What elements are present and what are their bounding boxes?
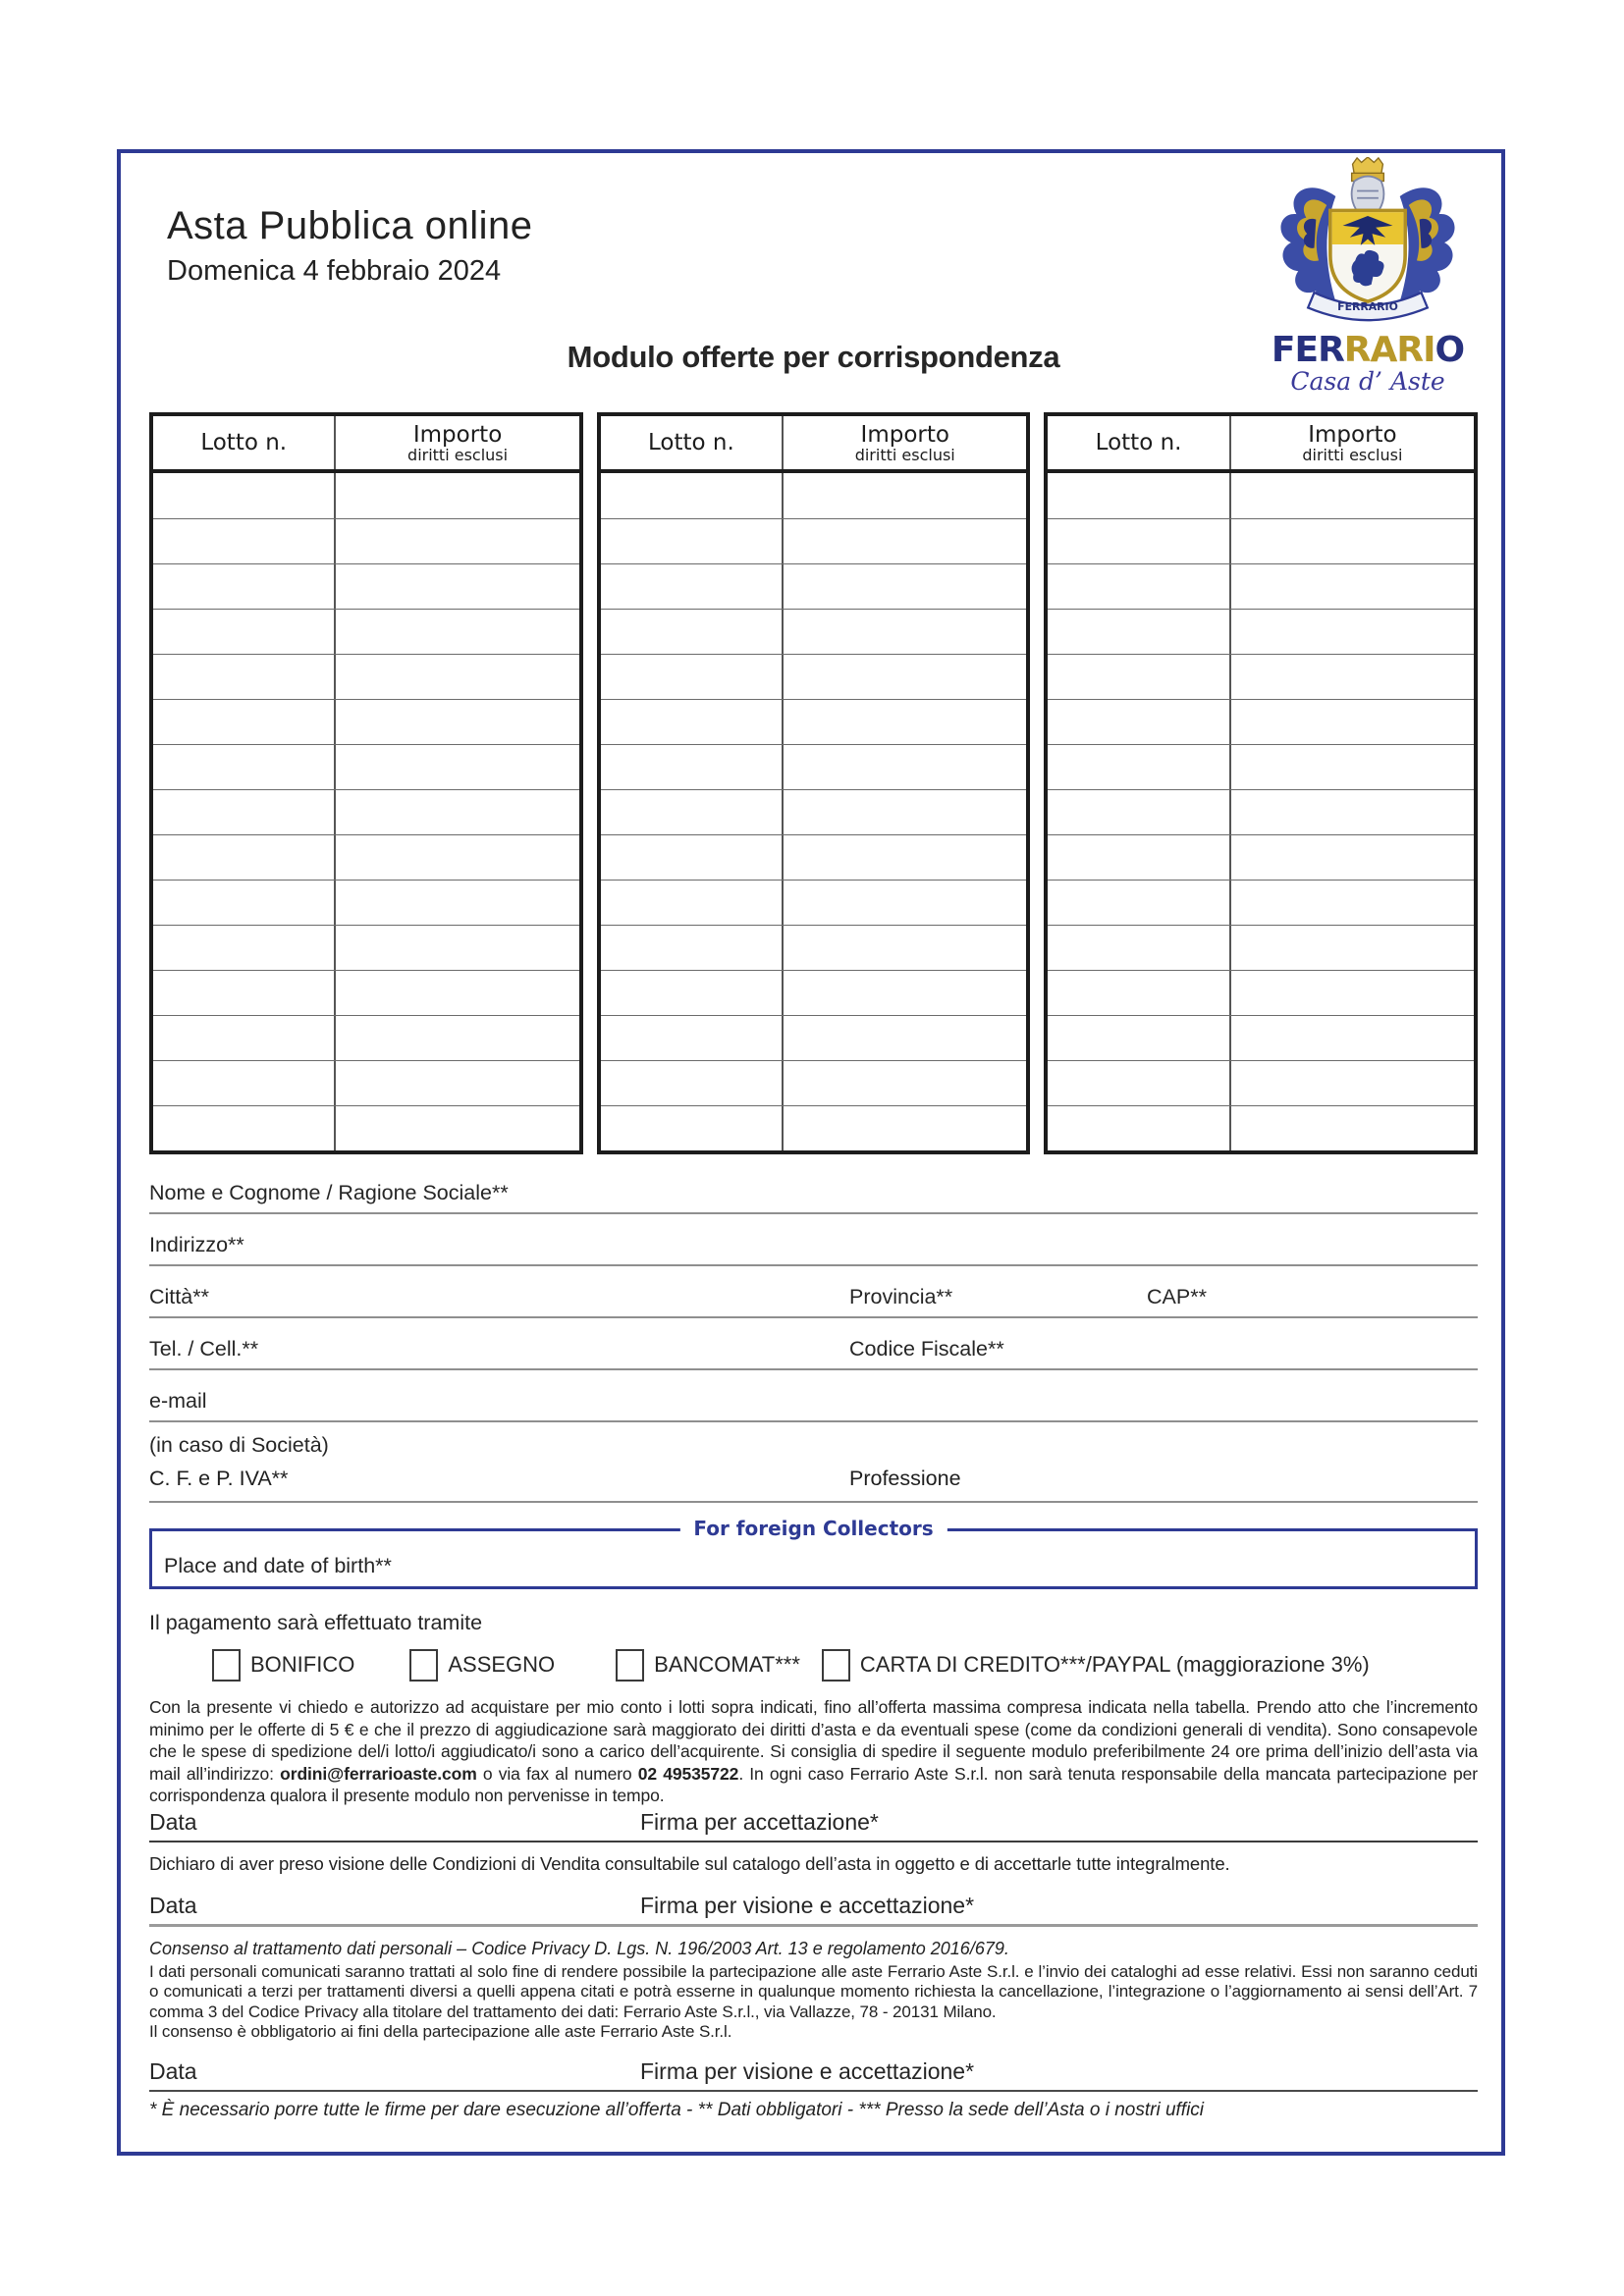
payment-option xyxy=(409,1649,555,1682)
bid-table-row xyxy=(601,789,1027,834)
payment-option xyxy=(212,1649,354,1682)
amount-cell[interactable] xyxy=(1231,700,1474,744)
lot-number-cell[interactable] xyxy=(1048,564,1230,609)
lot-number-cell[interactable] xyxy=(601,1061,784,1105)
lot-number-cell[interactable] xyxy=(601,473,784,518)
column-header-lotto: Lotto n. xyxy=(601,416,784,469)
lot-number-cell[interactable] xyxy=(1048,473,1230,518)
logo-tagline: Casa d’ Aste xyxy=(1290,367,1445,396)
amount-cell[interactable] xyxy=(784,655,1026,699)
bid-table-row xyxy=(153,1015,579,1060)
payment-option-label: CARTA DI CREDITO***/PAYPAL (maggiorazione 3%) xyxy=(859,1652,1370,1677)
bid-table-row xyxy=(153,1060,579,1105)
date-label: Data xyxy=(149,2057,197,2084)
privacy-title: Consenso al trattamento dati personali – Codice Privacy D. Lgs. N. 196/2003 Art. 13 e regolamento 2016/679. xyxy=(149,1938,1009,1958)
city-province-zip-field[interactable] xyxy=(149,1266,1478,1318)
lot-number-cell[interactable] xyxy=(1048,1061,1230,1105)
bid-table xyxy=(1044,412,1478,1154)
lot-number-cell[interactable] xyxy=(1048,835,1230,880)
amount-cell[interactable] xyxy=(336,700,578,744)
bid-table xyxy=(597,412,1031,1154)
bid-table-row xyxy=(601,563,1027,609)
fax-number: 02 49535722 xyxy=(637,1763,739,1784)
lot-number-cell[interactable] xyxy=(1048,700,1230,744)
bid-table-header xyxy=(1048,416,1474,473)
amount-cell[interactable] xyxy=(336,1106,578,1150)
amount-cell[interactable] xyxy=(784,881,1026,925)
lot-number-cell[interactable] xyxy=(1048,655,1230,699)
privacy-body: I dati personali comunicati saranno trattati al solo fine di rendere possibile la partecipazione alle aste Ferrario Aste S.r.l. e l’invio dei cataloghi ad esse relativi. Essi non saranno ceduti o comunicati a terzi per trattamenti diversi a quelli appena citati e potrà esserne in qualunque momento richiesta la cancellazione, l’integrazione o l’aggiornamento ai sensi dell’Art. 7 comma 3 del Codice Privacy alla titolare del trattamento dei dati: Ferrario Aste S.r.l., via Vallazze, 78 - 20131 Milano. xyxy=(149,1961,1478,2021)
lot-number-cell[interactable] xyxy=(601,745,784,789)
bid-table-row xyxy=(601,925,1027,970)
payment-options-row xyxy=(149,1647,1478,1682)
column-header-importo: Importo diritti esclusi xyxy=(1302,421,1403,464)
lot-number-cell[interactable] xyxy=(601,519,784,563)
column-header-lotto: Lotto n. xyxy=(153,416,336,469)
amount-cell[interactable] xyxy=(1231,971,1474,1015)
amount-cell[interactable] xyxy=(1231,519,1474,563)
phone-fiscalcode-field[interactable] xyxy=(149,1318,1478,1370)
amount-cell[interactable] xyxy=(1231,835,1474,880)
bid-table-row xyxy=(153,834,579,880)
bid-table-row xyxy=(153,609,579,654)
lot-number-cell[interactable] xyxy=(1048,971,1230,1015)
bid-table-header xyxy=(601,416,1027,473)
foreign-collectors-legend: For foreign Collectors xyxy=(679,1517,947,1540)
bid-tables xyxy=(149,412,1478,1154)
amount-cell[interactable] xyxy=(1231,745,1474,789)
lot-number-cell[interactable] xyxy=(1048,519,1230,563)
amount-cell[interactable] xyxy=(784,745,1026,789)
bid-table-row xyxy=(153,699,579,744)
lot-number-cell[interactable] xyxy=(1048,790,1230,834)
footnote: * È necessario porre tutte le firme per dare esecuzione all’offerta - ** Dati obbligatori - *** Presso la sede dell’Asta o i nostri uffici xyxy=(149,2099,1205,2120)
amount-cell[interactable] xyxy=(1231,790,1474,834)
lot-number-cell[interactable] xyxy=(601,926,784,970)
bid-table-row xyxy=(1048,1060,1474,1105)
bid-table-row xyxy=(153,473,579,518)
lot-number-cell[interactable] xyxy=(601,610,784,654)
amount-cell[interactable] xyxy=(1231,1016,1474,1060)
bid-table-row xyxy=(601,1015,1027,1060)
bid-table-row xyxy=(1048,834,1474,880)
lot-number-cell[interactable] xyxy=(153,790,336,834)
bid-table-row xyxy=(1048,744,1474,789)
payment-intro: Il pagamento sarà effettuato tramite xyxy=(149,1611,483,1634)
crest-banner-text: FERRARIO xyxy=(1337,300,1398,314)
amount-cell[interactable] xyxy=(336,835,578,880)
privacy-section xyxy=(149,1937,1478,2043)
signature-label: Firma per visione e accettazione* xyxy=(640,1892,975,1918)
bid-table-row xyxy=(153,1105,579,1150)
bid-table-row xyxy=(1048,1105,1474,1150)
company-note: (in caso di Società) xyxy=(149,1433,329,1457)
column-header-lotto: Lotto n. xyxy=(1048,416,1230,469)
lot-number-cell[interactable] xyxy=(601,790,784,834)
lot-number-cell[interactable] xyxy=(601,1106,784,1150)
email-field-label: e-mail xyxy=(149,1389,207,1413)
lot-number-cell[interactable] xyxy=(601,835,784,880)
vat-field-label: C. F. e P. IVA** xyxy=(149,1467,289,1490)
lot-number-cell[interactable] xyxy=(153,971,336,1015)
auction-date: Domenica 4 febbraio 2024 xyxy=(167,255,502,287)
lot-number-cell[interactable] xyxy=(153,610,336,654)
bid-table-body xyxy=(1048,473,1474,1150)
vat-profession-field[interactable] xyxy=(149,1458,1478,1503)
payment-option xyxy=(822,1649,1370,1682)
bid-table-row xyxy=(1048,789,1474,834)
order-email: ordini@ferrarioaste.com xyxy=(280,1763,477,1784)
lot-number-cell[interactable] xyxy=(153,564,336,609)
bid-table-row xyxy=(153,970,579,1015)
bid-table-row xyxy=(1048,699,1474,744)
signature-row-acceptance[interactable] xyxy=(149,1809,1478,1842)
conditions-declaration: Dichiaro di aver preso visione delle Condizioni di Vendita consultabile sul catalogo dell’asta in oggetto e di accettarle tutte integralmente. xyxy=(149,1852,1230,1874)
bid-table-row xyxy=(1048,654,1474,699)
payment-option xyxy=(616,1649,800,1682)
bid-table-row xyxy=(601,609,1027,654)
lot-number-cell[interactable] xyxy=(1048,1106,1230,1150)
bid-table-row xyxy=(153,654,579,699)
bid-table-row xyxy=(601,518,1027,563)
amount-cell[interactable] xyxy=(336,473,578,518)
bid-table-row xyxy=(1048,880,1474,925)
amount-cell[interactable] xyxy=(784,564,1026,609)
bid-table-row xyxy=(153,925,579,970)
amount-cell[interactable] xyxy=(1231,926,1474,970)
bid-table-row xyxy=(601,970,1027,1015)
lot-number-cell[interactable] xyxy=(1048,881,1230,925)
bid-table-row xyxy=(601,880,1027,925)
bid-table-row xyxy=(601,654,1027,699)
bid-table-row xyxy=(1048,473,1474,518)
amount-cell[interactable] xyxy=(1231,655,1474,699)
amount-cell[interactable] xyxy=(784,519,1026,563)
amount-cell[interactable] xyxy=(336,971,578,1015)
lot-number-cell[interactable] xyxy=(601,881,784,925)
page-title: Asta Pubblica online xyxy=(167,204,533,247)
form-sheet xyxy=(117,149,1505,2156)
amount-cell[interactable] xyxy=(784,971,1026,1015)
bid-table-row xyxy=(1048,1015,1474,1060)
ferrario-wordmark: FERRARIO xyxy=(1271,330,1465,370)
bid-table-row xyxy=(601,1105,1027,1150)
amount-cell[interactable] xyxy=(336,564,578,609)
amount-cell[interactable] xyxy=(784,790,1026,834)
bid-table-row xyxy=(601,834,1027,880)
lot-number-cell[interactable] xyxy=(601,655,784,699)
amount-cell[interactable] xyxy=(784,835,1026,880)
bid-table-row xyxy=(1048,563,1474,609)
checkbox-icon[interactable] xyxy=(822,1649,850,1682)
checkbox-icon[interactable] xyxy=(212,1649,241,1682)
payment-option-label: BONIFICO xyxy=(250,1652,355,1677)
amount-cell[interactable] xyxy=(784,1061,1026,1105)
amount-cell[interactable] xyxy=(336,745,578,789)
amount-cell[interactable] xyxy=(784,1016,1026,1060)
amount-cell[interactable] xyxy=(336,926,578,970)
lot-number-cell[interactable] xyxy=(153,655,336,699)
name-field-label: Nome e Cognome / Ragione Sociale** xyxy=(149,1181,509,1204)
amount-cell[interactable] xyxy=(1231,1106,1474,1150)
amount-cell[interactable] xyxy=(784,610,1026,654)
bid-table-row xyxy=(1048,925,1474,970)
lot-number-cell[interactable] xyxy=(1048,745,1230,789)
lot-number-cell[interactable] xyxy=(1048,610,1230,654)
lot-number-cell[interactable] xyxy=(153,745,336,789)
lot-number-cell[interactable] xyxy=(601,1016,784,1060)
amount-cell[interactable] xyxy=(336,790,578,834)
amount-cell[interactable] xyxy=(784,473,1026,518)
bid-table-row xyxy=(601,1060,1027,1105)
bid-table-body xyxy=(601,473,1027,1150)
lot-number-cell[interactable] xyxy=(601,971,784,1015)
address-field[interactable] xyxy=(149,1214,1478,1266)
lot-number-cell[interactable] xyxy=(1048,1016,1230,1060)
fiscal-code-field-label: Codice Fiscale** xyxy=(849,1337,1004,1361)
bid-table-row xyxy=(153,880,579,925)
zip-field-label: CAP** xyxy=(1147,1285,1207,1308)
bid-table xyxy=(149,412,583,1154)
amount-cell[interactable] xyxy=(336,1016,578,1060)
ferrario-logo xyxy=(1262,157,1474,397)
bid-table-body xyxy=(153,473,579,1150)
lot-number-cell[interactable] xyxy=(153,1061,336,1105)
name-field[interactable] xyxy=(149,1162,1478,1214)
lot-number-cell[interactable] xyxy=(1048,926,1230,970)
amount-cell[interactable] xyxy=(1231,564,1474,609)
lot-number-cell[interactable] xyxy=(601,700,784,744)
bid-table-row xyxy=(1048,609,1474,654)
lot-number-cell[interactable] xyxy=(153,700,336,744)
legal-paragraph: Con la presente vi chiedo e autorizzo ad acquistare per mio conto i lotti sopra indicati, fino all’offerta massima compresa indicata nella tabella. Prendo atto che l’incremento minimo per le offerte di 5 € e che il prezzo di aggiudicazione sarà maggiorato dei diritti d’asta e da eventuali spese (come da condizioni generali di vendita). Sono consapevole che le spese di spedizione del/i lotto/i aggiudicato/i sono a carico dell’acquirente. Si consiglia di spedire il seguente modulo preferibilmente 24 ore prima dell’inizio dell’asta via mail all’indirizzo: ordini@ferrarioaste.com o via fax al numero 02 49535722. In ogni caso Ferrario Aste S.r.l. non sarà tenuta responsabile della mancata partecipazione per corrispondenza qualora il presente modulo non pervenisse in tempo. xyxy=(149,1697,1478,1805)
amount-cell[interactable] xyxy=(336,655,578,699)
bid-table-row xyxy=(601,744,1027,789)
bid-table-row xyxy=(153,518,579,563)
lot-number-cell[interactable] xyxy=(153,926,336,970)
foreign-collectors-box xyxy=(149,1517,1478,1589)
lot-number-cell[interactable] xyxy=(153,835,336,880)
province-field-label: Provincia** xyxy=(849,1285,953,1308)
payment-option-label: BANCOMAT*** xyxy=(654,1652,800,1677)
amount-cell[interactable] xyxy=(1231,473,1474,518)
bid-table-row xyxy=(153,563,579,609)
amount-cell[interactable] xyxy=(336,1061,578,1105)
bidder-fields xyxy=(149,1162,1478,1503)
bid-table-row xyxy=(601,473,1027,518)
lot-number-cell[interactable] xyxy=(153,519,336,563)
ferrario-crest-icon xyxy=(1270,157,1466,332)
bid-table-header xyxy=(153,416,579,473)
checkbox-icon[interactable] xyxy=(616,1649,644,1682)
bid-table-row xyxy=(1048,970,1474,1015)
date-label: Data xyxy=(149,1892,197,1918)
amount-cell[interactable] xyxy=(1231,881,1474,925)
lot-number-cell[interactable] xyxy=(153,1016,336,1060)
profession-field-label: Professione xyxy=(849,1467,961,1490)
signature-row-conditions[interactable] xyxy=(149,1893,1478,1927)
address-field-label: Indirizzo** xyxy=(149,1233,244,1256)
lot-number-cell[interactable] xyxy=(153,881,336,925)
amount-cell[interactable] xyxy=(784,700,1026,744)
signature-label: Firma per visione e accettazione* xyxy=(640,2057,975,2084)
bid-table-row xyxy=(153,744,579,789)
amount-cell[interactable] xyxy=(336,881,578,925)
privacy-consent: Il consenso è obbligatorio ai fini della partecipazione alle aste Ferrario Aste S.r.l. xyxy=(149,2022,732,2041)
amount-cell[interactable] xyxy=(1231,610,1474,654)
amount-cell[interactable] xyxy=(336,610,578,654)
column-header-importo: Importo diritti esclusi xyxy=(854,421,955,464)
amount-cell[interactable] xyxy=(1231,1061,1474,1105)
phone-field-label: Tel. / Cell.** xyxy=(149,1337,259,1361)
form-title: Modulo offerte per corrispondenza xyxy=(567,340,1060,374)
bid-table-row xyxy=(153,789,579,834)
lot-number-cell[interactable] xyxy=(601,564,784,609)
payment-option-label: ASSEGNO xyxy=(448,1652,556,1677)
signature-row-privacy[interactable] xyxy=(149,2058,1478,2092)
amount-cell[interactable] xyxy=(336,519,578,563)
city-field-label: Città** xyxy=(149,1285,209,1308)
email-field[interactable] xyxy=(149,1370,1478,1422)
birth-field-label[interactable]: Place and date of birth** xyxy=(164,1554,392,1577)
bid-table-row xyxy=(1048,518,1474,563)
checkbox-icon[interactable] xyxy=(409,1649,438,1682)
amount-cell[interactable] xyxy=(784,1106,1026,1150)
bid-table-row xyxy=(601,699,1027,744)
amount-cell[interactable] xyxy=(784,926,1026,970)
date-label: Data xyxy=(149,1808,197,1835)
lot-number-cell[interactable] xyxy=(153,473,336,518)
lot-number-cell[interactable] xyxy=(153,1106,336,1150)
column-header-importo: Importo diritti esclusi xyxy=(407,421,509,464)
signature-label: Firma per accettazione* xyxy=(640,1808,879,1835)
